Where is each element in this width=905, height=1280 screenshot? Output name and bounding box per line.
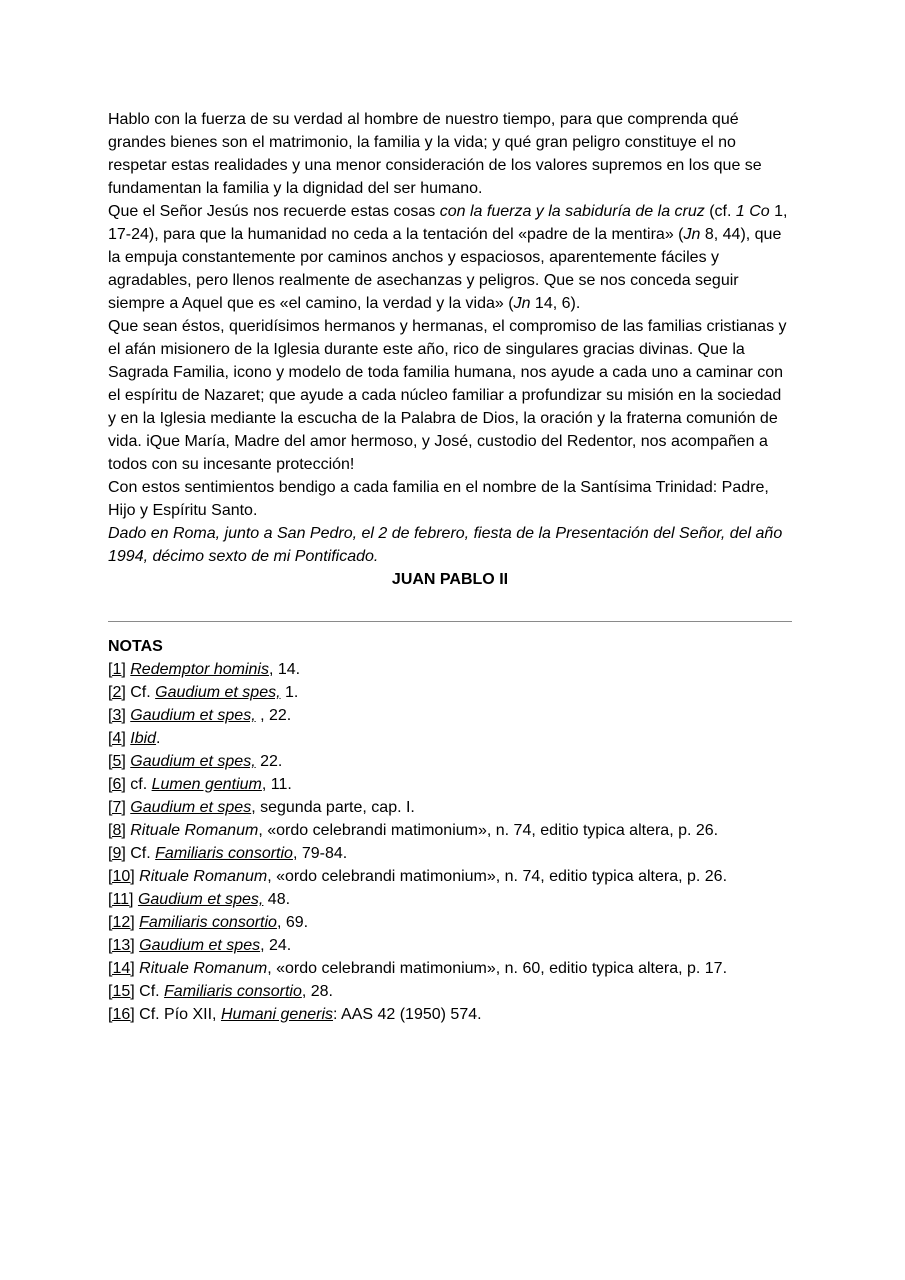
text-segment: , 11. <box>261 776 292 793</box>
text-segment: 22. <box>255 753 283 770</box>
text-segment: Cf. <box>130 845 156 862</box>
note-ref-link[interactable]: [1] <box>108 661 126 678</box>
italic-segment: Rituale Romanum <box>139 868 268 885</box>
text-segment: 1. <box>280 684 299 701</box>
text-segment: , 28. <box>301 983 333 1000</box>
note-ref-link[interactable]: [16] <box>108 1006 135 1023</box>
italic-segment: Jn <box>683 226 701 243</box>
document-link[interactable]: Humani generis <box>220 1006 334 1023</box>
text-segment: 1, 17-24), para que la humanidad no ceda a la tentación del «padre de la mentira» ( <box>108 203 788 243</box>
text-segment: , 22. <box>255 707 292 724</box>
note-ref-link[interactable]: [5] <box>108 753 126 770</box>
note-item <box>108 819 792 842</box>
note-item <box>108 727 792 750</box>
note-item <box>108 842 792 865</box>
italic-segment: Jn <box>513 295 531 312</box>
text-segment: cf. <box>130 776 152 793</box>
text-segment: Que sean éstos, queridísimos hermanos y hermanas, el compromiso de las familias cristianas y el afán misionero de la Iglesia durante este año, rico de singulares gracias divinas. Que la Sagrada Familia, icono y modelo de toda familia humana, nos ayude a cada uno a caminar con el espíritu de Nazaret; que ayude a cada núcleo familiar a profundizar su misión en la sociedad y en la Iglesia mediante la escucha de la Palabra de Dios, la oración y la fraterna comunión de vida. iQue María, Madre del amor hermoso, y José, custodio del Redentor, nos acompañen a todos con su incesante protección! <box>108 318 787 473</box>
note-ref-link[interactable]: [3] <box>108 707 126 724</box>
text-segment: Dado en Roma, junto a San Pedro, el 2 de febrero, fiesta de la Presentación del Señor, del año 1994, décimo sexto de mi Pontificado. <box>108 525 783 565</box>
note-ref-link[interactable]: [9] <box>108 845 126 862</box>
note-item <box>108 865 792 888</box>
text-segment: 48. <box>263 891 291 908</box>
note-item <box>108 796 792 819</box>
text-segment: 8, 44), que la empuja constantemente por caminos anchos y espaciosos, aparentemente fáciles y agradables, pero llenos realmente de asechanzas y peligros. Que se nos conceda seguir siempre a Aquel que es «el camino, la verdad y la vida» ( <box>108 226 782 312</box>
text-segment: , «ordo celebrandi matimonium», n. 74, editio typica altera, p. 26. <box>258 822 719 839</box>
note-item <box>108 750 792 773</box>
notes-heading: NOTAS <box>108 638 163 655</box>
text-segment: Cf. Pío XII, <box>139 1006 221 1023</box>
text-segment: (cf. <box>704 203 736 220</box>
text-segment: Con estos sentimientos bendigo a cada familia en el nombre de la Santísima Trinidad: Padre, Hijo y Espíritu Santo. <box>108 479 769 519</box>
note-ref-link[interactable]: [12] <box>108 914 135 931</box>
note-ref-link[interactable]: [15] <box>108 983 135 1000</box>
text-segment: , 79-84. <box>292 845 348 862</box>
signature: JUAN PABLO II <box>391 571 509 588</box>
notes-section <box>108 635 792 1026</box>
letter-paragraph <box>108 108 792 200</box>
document-link[interactable]: Familiaris consortio <box>139 914 277 931</box>
italic-segment: Rituale Romanum <box>130 822 259 839</box>
text-segment: , 24. <box>260 937 292 954</box>
document-link[interactable]: Gaudium et spes, <box>155 684 281 701</box>
document-link[interactable]: Ibid <box>130 730 157 747</box>
note-item <box>108 681 792 704</box>
document-link[interactable]: Lumen gentium <box>151 776 262 793</box>
note-item <box>108 1003 792 1026</box>
text-segment: Que el Señor Jesús nos recuerde estas cosas <box>108 203 440 220</box>
note-ref-link[interactable]: [4] <box>108 730 126 747</box>
note-ref-link[interactable]: [8] <box>108 822 126 839</box>
text-segment: , «ordo celebrandi matimonium», n. 60, editio typica altera, p. 17. <box>267 960 728 977</box>
letter-body <box>108 108 792 568</box>
text-segment: , 14. <box>268 661 301 678</box>
text-segment: , segunda parte, cap. I. <box>251 799 415 816</box>
note-item <box>108 773 792 796</box>
section-divider <box>108 621 792 622</box>
letter-paragraph <box>108 315 792 476</box>
note-item <box>108 934 792 957</box>
note-ref-link[interactable]: [11] <box>108 891 134 908</box>
note-item <box>108 957 792 980</box>
text-segment: . <box>156 730 161 747</box>
note-item <box>108 911 792 934</box>
letter-paragraph <box>108 522 792 568</box>
italic-segment: Rituale Romanum <box>139 960 268 977</box>
document-link[interactable]: Gaudium et spes, <box>130 753 256 770</box>
note-ref-link[interactable]: [2] <box>108 684 126 701</box>
note-item <box>108 704 792 727</box>
note-ref-link[interactable]: [13] <box>108 937 135 954</box>
note-item <box>108 658 792 681</box>
text-segment: , «ordo celebrandi matimonium», n. 74, editio typica altera, p. 26. <box>267 868 728 885</box>
note-ref-link[interactable]: [10] <box>108 868 135 885</box>
letter-paragraph <box>108 476 792 522</box>
italic-segment: 1 Co <box>735 203 770 220</box>
text-segment: : AAS 42 (1950) 574. <box>333 1006 482 1023</box>
text-segment: Cf. <box>139 983 165 1000</box>
text-segment: Hablo con la fuerza de su verdad al hombre de nuestro tiempo, para que comprenda qué grandes bienes son el matrimonio, la familia y la vida; y qué gran peligro constituye el no respetar estas realidades y una menor consideración de los valores supremos en los que se fundamentan la familia y la dignidad del ser humano. <box>108 111 762 197</box>
note-item <box>108 888 792 911</box>
letter-paragraph <box>108 200 792 315</box>
document-link[interactable]: Gaudium et spes, <box>130 707 256 724</box>
document-link[interactable]: Redemptor hominis <box>130 661 269 678</box>
notes-list <box>108 658 792 1026</box>
note-item <box>108 980 792 1003</box>
text-segment: Cf. <box>130 684 156 701</box>
note-ref-link[interactable]: [7] <box>108 799 126 816</box>
document-link[interactable]: Gaudium et spes, <box>137 891 264 908</box>
text-segment: 14, 6). <box>530 295 581 312</box>
note-ref-link[interactable]: [6] <box>108 776 126 793</box>
document-link[interactable]: Gaudium et spes <box>130 799 252 816</box>
document-link[interactable]: Gaudium et spes <box>139 937 261 954</box>
italic-segment: con la fuerza y la sabiduría de la cruz <box>439 203 705 220</box>
note-ref-link[interactable]: [14] <box>108 960 135 977</box>
text-segment: , 69. <box>276 914 309 931</box>
document-link[interactable]: Familiaris consortio <box>164 983 302 1000</box>
document-link[interactable]: Familiaris consortio <box>155 845 293 862</box>
